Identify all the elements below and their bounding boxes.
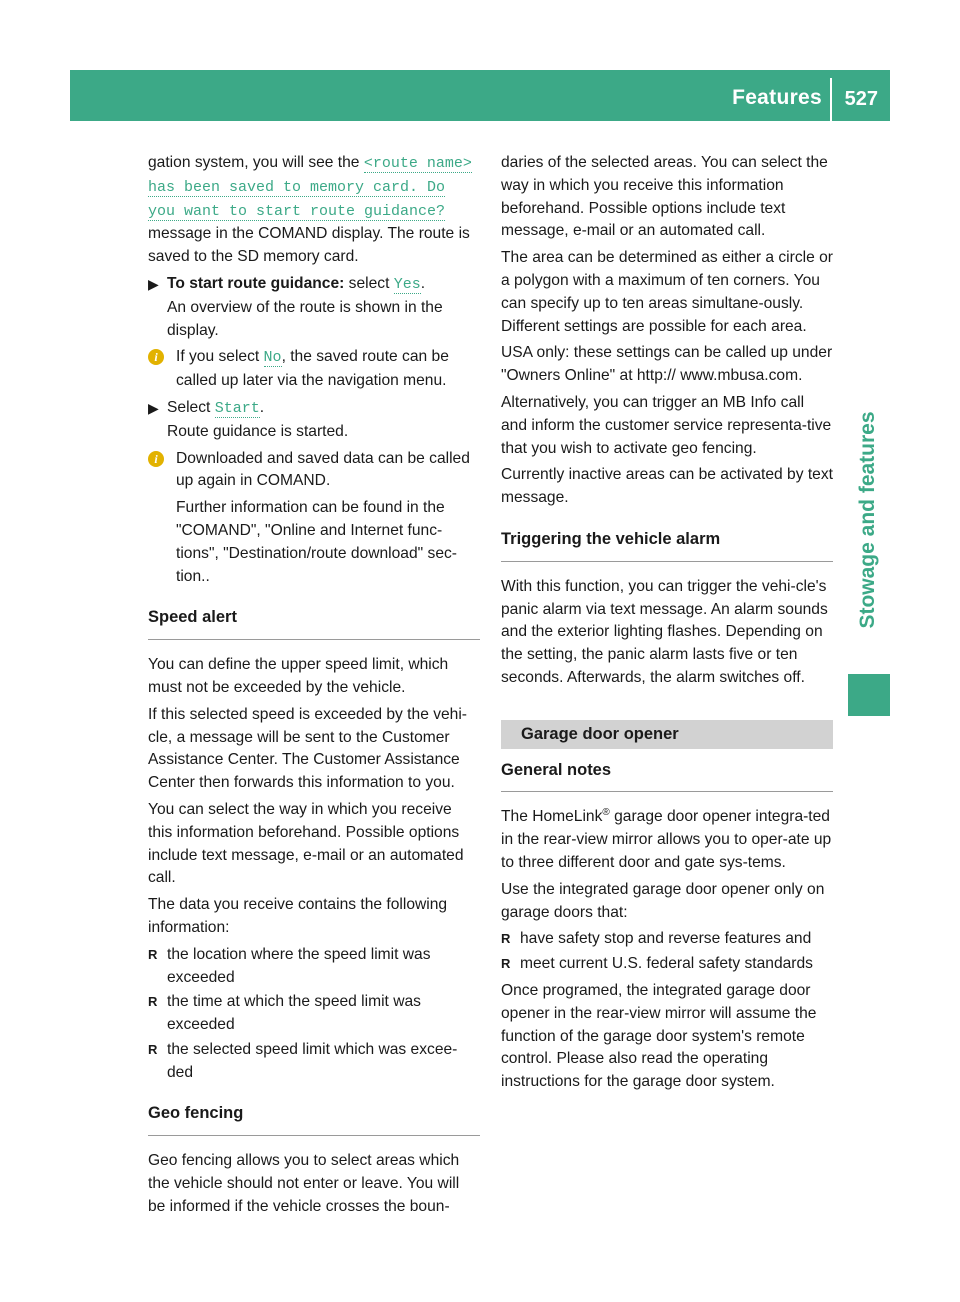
- paragraph: You can select the way in which you receive this information beforehand. Possible options include text message, e-mail or an automated call.: [148, 800, 464, 887]
- display-message: <route name> has been saved to memory card. Do you want to start route guidance?: [148, 155, 472, 220]
- paragraph: Geo fencing allows you to select areas which the vehicle should not enter or leave. You will be informed if the vehicle crosses the boun-: [148, 1152, 460, 1215]
- step-select-start: ▶ Select Start. Route guidance is started.: [148, 398, 349, 440]
- bullet-list: [148, 944, 480, 1085]
- side-tab-marker: [848, 674, 890, 716]
- paragraph: USA only: these settings can be called up under "Owners Online" at http:// www.mbusa.com.: [501, 344, 833, 385]
- left-column: [148, 152, 480, 1223]
- page-number: 527: [844, 88, 878, 110]
- paragraph: Currently inactive areas can be activated by text message.: [501, 466, 833, 507]
- paragraph: Once programed, the integrated garage door opener in the rear-view mirror will assume the function of the garage door system's remote control. Please also read the operating instructions for the garage door system.: [501, 981, 817, 1091]
- step-arrow-icon: ▶: [148, 275, 159, 292]
- info-icon: i: [148, 349, 164, 365]
- paragraph: Alternatively, you can trigger an MB Info call and inform the customer service representa-tive that you wish to activate geo fencing.: [501, 393, 832, 457]
- list-item: R the time at which the speed limit was exceeded: [148, 993, 421, 1034]
- paragraph: daries of the selected areas. You can select the way in which you receive this information beforehand. Possible options include text message, e-mail or an automated call.: [501, 154, 828, 240]
- info-note: i Downloaded and saved data can be called up again in COMAND. Further information can be found in the "COMAND", "Online and Internet func-tions", "Destination/route download" sec-tion..: [148, 448, 480, 589]
- paragraph: The HomeLink® garage door opener integra-ted in the rear-view mirror allows you to oper-ate up to three different door and gate sys-tems.: [501, 807, 832, 871]
- list-item: R the location where the speed limit was exceeded: [148, 945, 431, 986]
- menu-item-yes: Yes: [393, 275, 421, 293]
- chapter-band-garage-door-opener: Garage door opener: [501, 720, 833, 749]
- header-separator: [830, 78, 832, 121]
- section-heading-vehicle-alarm: Triggering the vehicle alarm: [501, 528, 833, 562]
- list-item: R have safety stop and reverse features and: [501, 930, 812, 948]
- paragraph: If this selected speed is exceeded by the vehi-cle, a message will be sent to the Customer Assistance Center. The Customer Assistance Center then forwards this information to you.: [148, 705, 467, 792]
- list-item: R the selected speed limit which was excee-ded: [148, 1040, 458, 1081]
- step-arrow-icon: ▶: [148, 399, 159, 416]
- page-header: [70, 70, 890, 121]
- paragraph: The area can be determined as either a circle or a polygon with a maximum of ten corners. You can specify up to ten areas simultane-ously. Different settings are possible for each area.: [501, 249, 833, 335]
- right-column: [501, 152, 833, 1098]
- info-note: i If you select No, the saved route can be called up later via the navigation menu.: [148, 346, 480, 393]
- menu-item-start: Start: [214, 399, 260, 417]
- paragraph: Use the integrated garage door opener only on garage doors that:: [501, 880, 825, 921]
- list-item: R meet current U.S. federal safety standards: [501, 955, 813, 973]
- intro-paragraph: gation system, you will see the <route name> has been saved to memory card. Do you want to start route guidance? message in the COMAND display. The route is saved to the SD memory card.: [148, 154, 472, 266]
- bullet-list: [501, 928, 833, 976]
- section-heading-general-notes: General notes: [501, 759, 833, 793]
- info-icon: i: [148, 451, 164, 467]
- menu-item-no: No: [263, 349, 282, 367]
- paragraph: The data you receive contains the following information:: [148, 896, 448, 936]
- header-title: Features: [732, 86, 822, 109]
- paragraph: You can define the upper speed limit, which must not be exceeded by the vehicle.: [148, 656, 449, 696]
- paragraph: With this function, you can trigger the vehi-cle's panic alarm via text message. An alarm sounds and the exterior lighting flashes. Depending on the setting, the panic alarm lasts five or ten seconds. Afterwards, the alarm switches off.: [501, 577, 828, 686]
- section-heading-speed-alert: Speed alert: [148, 606, 480, 640]
- step-start-route-guidance: ▶ To start route guidance: select Yes. An overview of the route is shown in the display.: [148, 274, 443, 339]
- side-tab-label: Stowage and features: [856, 411, 879, 629]
- section-heading-geo-fencing: Geo fencing: [148, 1102, 480, 1136]
